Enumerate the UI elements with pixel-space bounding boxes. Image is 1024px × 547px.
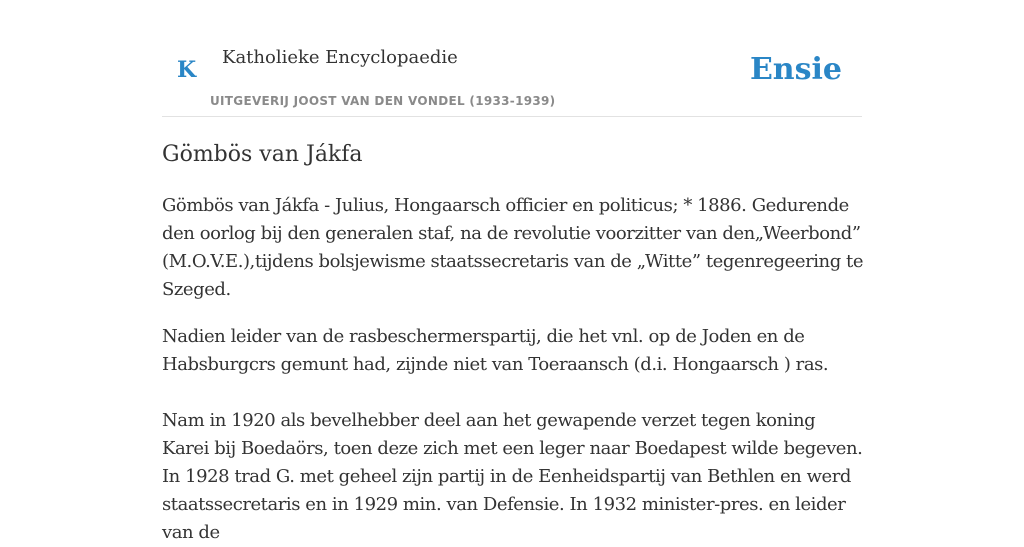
brand-logo-ensie[interactable]: Ensie (749, 52, 842, 87)
publisher-subtitle: UITGEVERIJ JOOST VAN DEN VONDEL (1933-1939) (210, 94, 556, 108)
article-title: Gömbös van Jákfa (162, 142, 363, 167)
article-paragraph-1: Gömbös van Jákfa - Julius, Hongaarsch officier en politicus; * 1886. Gedurende den oorlog bij den generalen staf, na de revolutie voorzitter van den„Weerbond” (M.O.V.E.),tijdens bolsjewisme staatssecretaris van de „Witte” tegenregeering te Szeged. (162, 195, 864, 300)
article-paragraph-3: Nam in 1920 als bevelhebber deel aan het gewapende verzet tegen koning Karei bij Boedaörs, toen deze zich met een leger naar Boedapest wilde begeven. In 1928 trad G. met geheel zijn partij in de Eenheidspartij van Bethlen en werd staatssecretaris en in 1929 min. van Defensie. In 1932 minister-pres. en leider van de (162, 410, 863, 543)
logo-k[interactable]: K (177, 57, 197, 83)
article-paragraph-2: Nadien leider van de rasbeschermerspartij, die het vnl. op de Joden en de Habsburgcrs gemunt had, zijnde niet van Toeraansch (d.i. Hongaarsch ) ras. (162, 326, 829, 375)
site-title[interactable]: Katholieke Encyclopaedie (222, 47, 458, 68)
site-header (162, 0, 862, 117)
article-content (162, 140, 866, 547)
